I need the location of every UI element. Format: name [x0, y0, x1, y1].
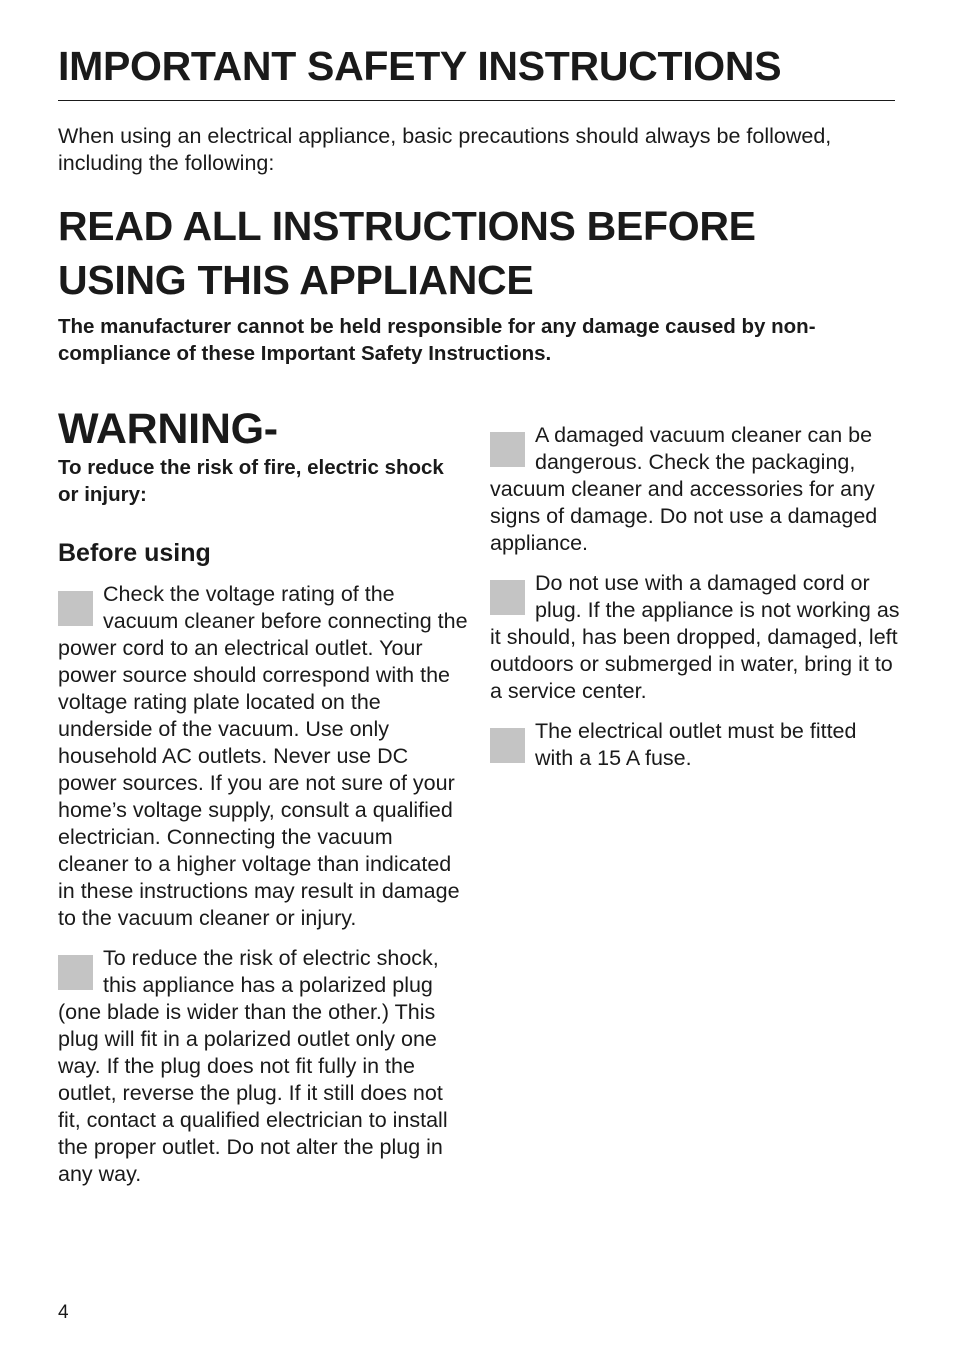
bullet-square-icon — [490, 728, 525, 763]
warning-heading: WARNING- — [58, 405, 278, 453]
read-heading-line-2: USING THIS APPLIANCE — [58, 257, 534, 303]
page-number: 4 — [58, 1302, 69, 1323]
bullet-square-icon — [490, 580, 525, 615]
page-title: IMPORTANT SAFETY INSTRUCTIONS — [58, 43, 782, 89]
safety-item — [490, 570, 900, 705]
safety-item-text: Check the voltage rating of the vacuum cleaner before connecting the power cord to an electrical outlet. Your power source should correspond with the voltage rating plate located on the underside of the vacuum. Use only household AC outlets. Never use DC power sources. If you are not sure of your home’s voltage supply, consult a qualified electrician. Connecting the vacuum cleaner to a higher voltage than indicated in these instructions may result in damage to the vacuum cleaner or injury. — [58, 582, 468, 930]
safety-item-text: To reduce the risk of electric shock, this appliance has a polarized plug (one blade is wider than the other.) This plug will fit in a polarized outlet only one way. If the plug does not fit fully in the outlet, reverse the plug. If it still does not fit, contact a qualified electrician to install the proper outlet. Do not alter the plug in any way. — [58, 946, 448, 1186]
read-heading-line-1: READ ALL INSTRUCTIONS BEFORE — [58, 203, 756, 249]
safety-item — [58, 581, 468, 932]
before-using-heading: Before using — [58, 539, 211, 567]
bullet-square-icon — [490, 432, 525, 467]
safety-item — [490, 718, 900, 772]
warning-subheading: To reduce the risk of fire, electric shock or injury: — [58, 456, 444, 506]
safety-item-text: Do not use with a damaged cord or plug. If the appliance is not working as it should, has been dropped, damaged, left outdoors or submerged in water, bring it to a service center. — [490, 571, 900, 703]
safety-item — [58, 945, 468, 1188]
safety-item — [490, 422, 900, 557]
right-column — [490, 422, 900, 772]
disclaimer-paragraph: The manufacturer cannot be held responsible for any damage caused by non-compliance of these Important Safety Instructions. — [58, 315, 816, 365]
bullet-square-icon — [58, 591, 93, 626]
bullet-square-icon — [58, 955, 93, 990]
safety-item-text: A damaged vacuum cleaner can be dangerous. Check the packaging, vacuum cleaner and accessories for any signs of damage. Do not use a damaged appliance. — [490, 423, 878, 555]
intro-paragraph: When using an electrical appliance, basic precautions should always be followed, including the following: — [58, 124, 832, 175]
left-column — [58, 404, 468, 1188]
safety-item-text: The electrical outlet must be fitted with a 15 A fuse. — [535, 719, 857, 770]
read-instructions-heading — [58, 199, 898, 307]
title-divider — [58, 100, 895, 101]
